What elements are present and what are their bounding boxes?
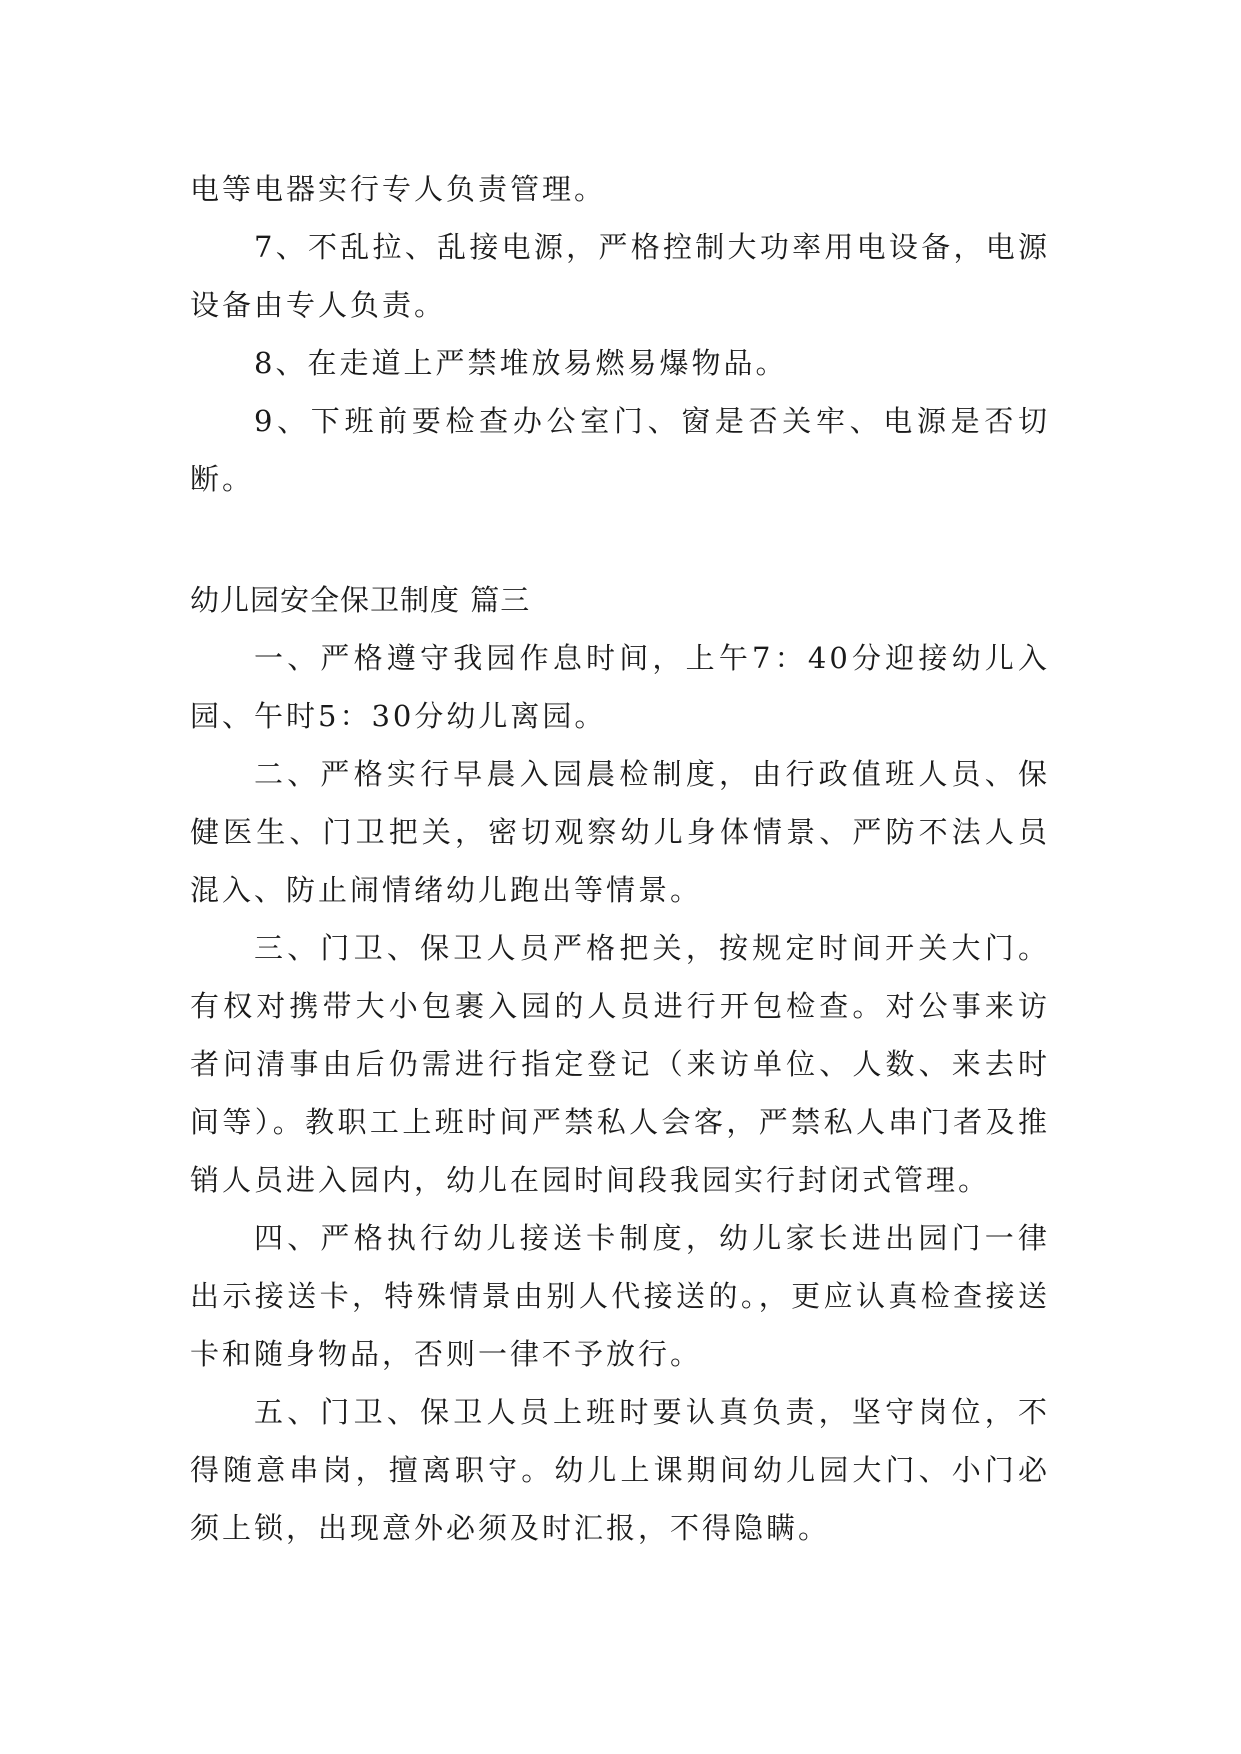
- paragraph: 五、门卫、保卫人员上班时要认真负责，坚守岗位，不得随意串岗，擅离职守。幼儿上课期间幼儿园大门、小门必须上锁，出现意外必须及时汇报，不得隐瞒。: [190, 1395, 1050, 1545]
- paragraph: 四、严格执行幼儿接送卡制度，幼儿家长进出园门一律出示接送卡，特殊情景由别人代接送的。，更应认真检查接送卡和随身物品，否则一律不予放行。: [190, 1221, 1050, 1371]
- section-title: 幼儿园安全保卫制度 篇三: [190, 583, 531, 617]
- paragraph: 电等电器实行专人负责管理。: [190, 172, 607, 206]
- document-body: [190, 160, 1050, 1557]
- paragraph: 一、严格遵守我园作息时间，上午7：40分迎接幼儿入园、午时5：30分幼儿离园。: [190, 641, 1050, 733]
- paragraph: 三、门卫、保卫人员严格把关，按规定时间开关大门。有权对携带大小包裹入园的人员进行开包检查。对公事来访者问清事由后仍需进行指定登记（来访单位、人数、来去时间等）。教职工上班时间严禁私人会客，严禁私人串门者及推销人员进入园内，幼儿在园时间段我园实行封闭式管理。: [190, 931, 1050, 1197]
- paragraph: 9、下班前要检查办公室门、窗是否关牢、电源是否切断。: [190, 404, 1050, 496]
- paragraph: 7、不乱拉、乱接电源，严格控制大功率用电设备，电源设备由专人负责。: [190, 230, 1050, 322]
- paragraph: 8、在走道上严禁堆放易燃易爆物品。: [254, 346, 788, 380]
- paragraph: 二、严格实行早晨入园晨检制度，由行政值班人员、保健医生、门卫把关，密切观察幼儿身体情景、严防不法人员混入、防止闹情绪幼儿跑出等情景。: [190, 757, 1050, 907]
